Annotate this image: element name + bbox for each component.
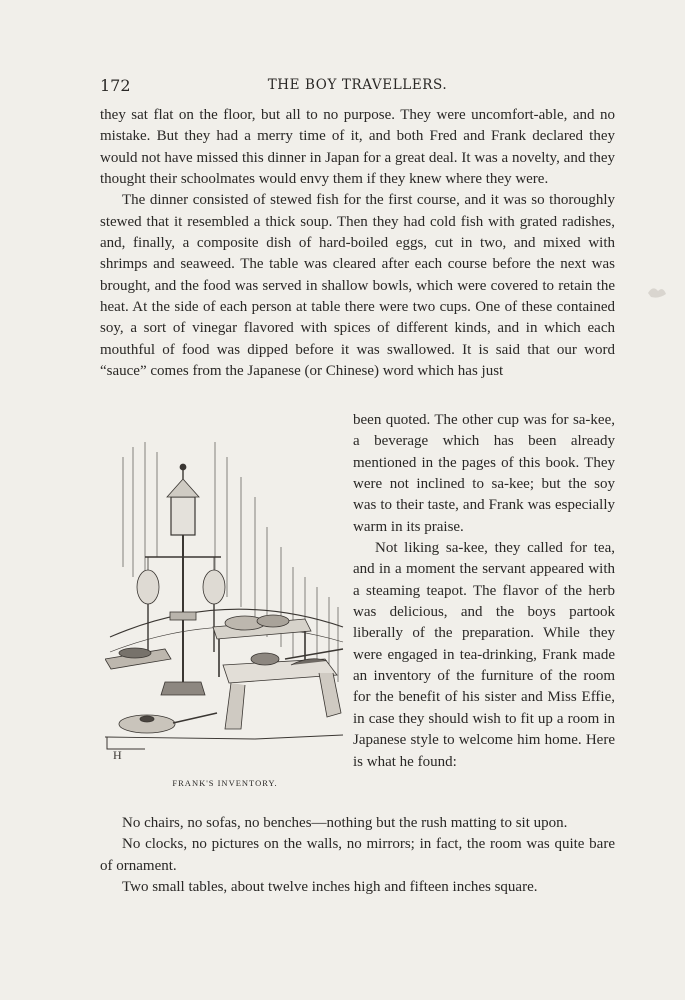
figure-caption: FRANK'S INVENTORY. xyxy=(172,778,278,788)
paragraph: Not liking sa-kee, they called for tea, and in a moment the servant appeared with a steaming teapot. The flavor of the herb was delicious, and the boys partook liberally of the preparation. While they were engaged in tea-drinking, Frank made an inventory of the furniture of the room for the benefit of his sister and Miss Effie, in case they should wish to fit up a room in Japanese style to welcome him home. Here is what he found: xyxy=(353,540,615,770)
paragraph: been quoted. The other cup was for sa-kee, a beverage which has been already mentioned in the pages of this book. They were not inclined to sa-kee; but the soy was to their taste, and Frank was especially warm in its praise. xyxy=(353,412,615,535)
engraver-initial: H xyxy=(113,748,122,762)
paragraph: Two small tables, about twelve inches high and fifteen inches square. xyxy=(122,879,538,896)
top-text-block xyxy=(100,105,615,382)
bottom-text-block xyxy=(100,813,615,898)
paragraph: No clocks, no pictures on the walls, no mirrors; in fact, the room was quite bare of ornament. xyxy=(100,836,615,874)
margin-smudge xyxy=(645,283,669,301)
engraving-image xyxy=(105,437,345,767)
paragraph: they sat flat on the floor, but all to no purpose. They were uncomfort-able, and no mistake. But they had a merry time of it, and both Fred and Frank declared they would not have missed this dinner in Japan for a great deal. It was a novelty, and they thought their schoolmates would envy them if they knew where they were. xyxy=(100,107,615,188)
paragraph: The dinner consisted of stewed fish for the first course, and it was so thoroughly stewed that it resembled a thick soup. Then they had cold fish with grated radishes, and, finally, a composite dish of hard-boiled eggs, cut in two, and mixed with shrimps and seaweed. The table was cleared after each course before the next was brought, and the food was served in shallow bowls, which were covered to retain the heat. At the side of each person at table there were two cups. One of these contained soy, a sort of vinegar flavored with spices of different kinds, and in which each mouthful of food was dipped before it was swallowed. It is said that our word “sauce” comes from the Japanese (or Chinese) word which has just xyxy=(100,192,615,380)
running-title: THE BOY TRAVELLERS. xyxy=(267,77,448,93)
paragraph: No chairs, no sofas, no benches—nothing but the rush matting to sit upon. xyxy=(122,815,568,831)
page-header xyxy=(100,76,615,98)
front-table xyxy=(223,649,343,729)
inventory-illustration xyxy=(105,437,345,767)
side-text-block xyxy=(353,410,615,773)
page-number: 172 xyxy=(100,76,131,95)
